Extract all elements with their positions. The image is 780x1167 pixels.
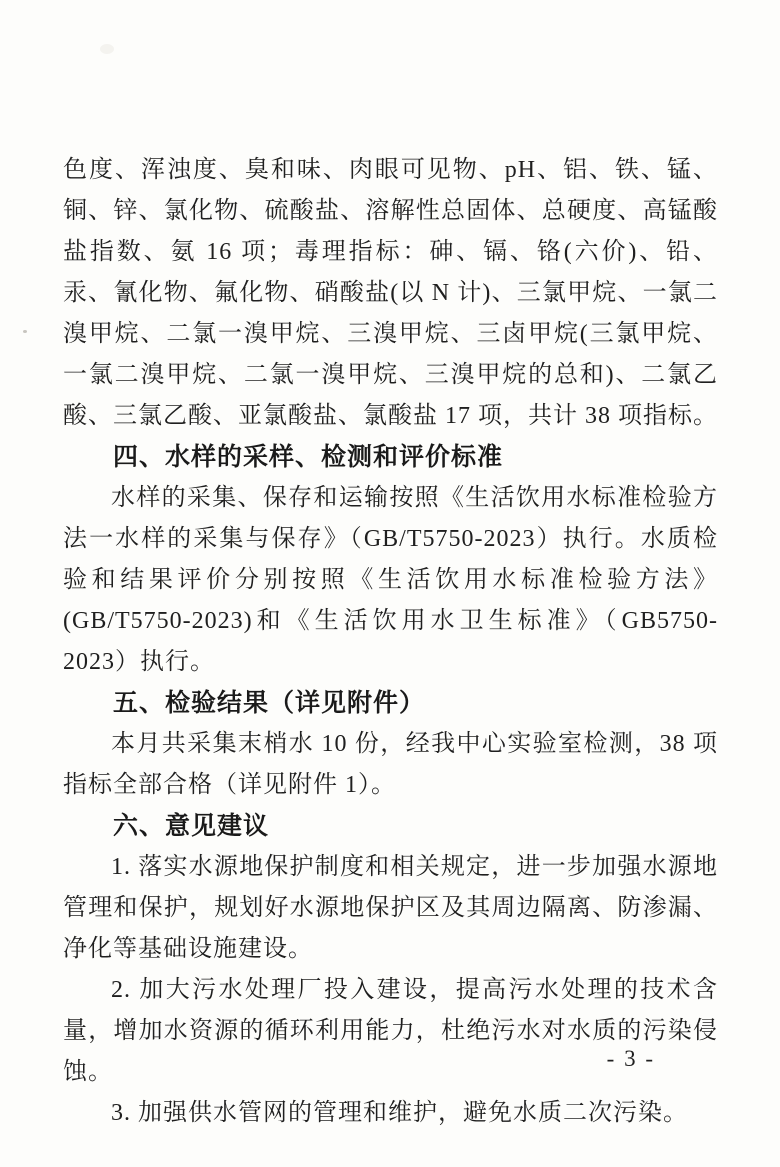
page-number: - 3 - [606,1046,655,1071]
section-heading-test-results: 五、检验结果（详见附件） [113,689,426,717]
scan-artifact-dot [23,330,27,333]
section-heading-sampling-testing-evaluation-standards: 四、水样的采样、检测和评价标准 [113,443,504,471]
section-heading-suggestions: 六、意见建议 [113,812,270,840]
paragraph-suggestion-2: 2. 加大污水处理厂投入建设，提高污水处理的技术含量，增加水资源的循环利用能力，杜绝污水对水质的污染侵蚀。 [63,977,718,1085]
paragraph-test-results: 本月共采集末梢水 10 份，经我中心实验室检测，38 项指标全部合格（详见附件 1）。 [63,731,718,798]
paragraph-sampling-testing-standards: 水样的采集、保存和运输按照《生活饮用水标准检验方法一水样的采集与保存》（GB/T5750-2023）执行。水质检验和结果评价分别按照《生活饮用水标准检验方法》(GB/T5750-2023)和《生活饮用水卫生标准》（GB5750-2023）执行。 [63,485,718,675]
scan-artifact-smudge [100,44,114,54]
paragraph-suggestion-1: 1. 落实水源地保护制度和相关规定，进一步加强水源地管理和保护，规划好水源地保护区及其周边隔离、防渗漏、净化等基础设施建设。 [63,854,718,962]
paragraph-suggestion-3: 3. 加强供水管网的管理和维护，避免水质二次污染。 [111,1100,688,1126]
paragraph-indicator-list-continued: 色度、浑浊度、臭和味、肉眼可见物、pH、铝、铁、锰、铜、锌、氯化物、硫酸盐、溶解性总固体、总硬度、高锰酸盐指数、氨 16 项；毒理指标：砷、镉、铬(六价)、铅、汞、氰化物、氟化物、硝酸盐(以 N 计)、三氯甲烷、一氯二溴甲烷、二氯一溴甲烷、三溴甲烷、三卤甲烷(三氯甲烷、一氯二溴甲烷、二氯一溴甲烷、三溴甲烷的总和)、二氯乙酸、三氯乙酸、亚氯酸盐、氯酸盐 17 项，共计 38 项指标。 [63,157,718,429]
